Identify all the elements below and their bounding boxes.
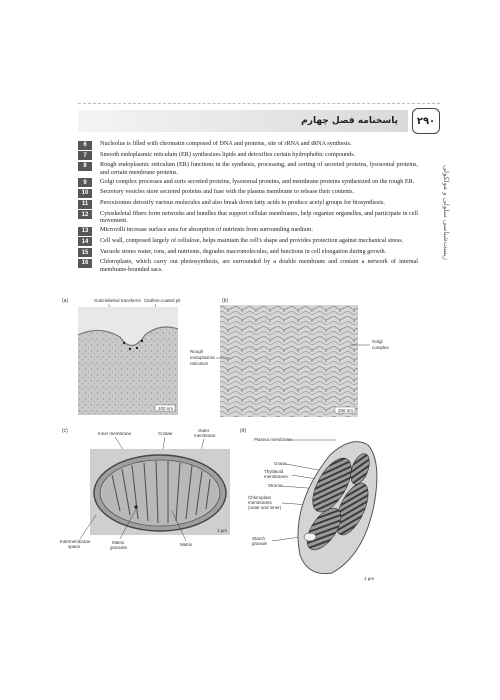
label-transferrin: Gold-labeled transferrin: [94, 298, 142, 303]
label-matrix-granules: Matrix: [112, 540, 125, 545]
header-divider: [78, 103, 440, 104]
list-item: [78, 151, 418, 161]
item-number: 10: [78, 189, 92, 198]
item-text: Chloroplasts, which carry out photosynthesis, are surrounded by a double membrane and contain a network of internal membrane-bounded sacs.: [100, 258, 418, 273]
list-item: [78, 258, 418, 273]
item-number: 9: [78, 178, 92, 187]
figure-a: [60, 295, 185, 420]
label-inner-membrane: Inner membrane: [98, 431, 132, 436]
page-number: ۲۹۰: [412, 108, 440, 134]
chapter-title: پاسخنامه فصل چهارم: [301, 116, 398, 126]
item-number: 13: [78, 227, 92, 236]
label-thylakoid-membranes: Thylakoid: [264, 469, 284, 474]
item-text: Cytoskeletal fibers form networks and bundles that support cellular membranes, help organize organelles, and participate in cell movement.: [100, 209, 418, 225]
label-matrix: Matrix: [180, 542, 193, 547]
label-golgi: Golgi: [372, 339, 383, 344]
item-text: Microvilli increase surface area for absorption of nutrients from surrounding medium.: [100, 226, 313, 234]
label-cristae: Cristae: [158, 431, 173, 436]
item-number: 8: [78, 162, 92, 171]
panel-letter-d: (d): [240, 428, 247, 434]
item-text: Golgi complex processes and sorts secreted proteins, lysosomal proteins, and membrane proteins synthesized on the rough ER.: [100, 177, 415, 185]
label-plasma-membrane: Plasma membrane: [254, 437, 292, 442]
figure-d: [240, 425, 390, 585]
svg-text:space: space: [68, 544, 81, 549]
svg-text:granule: granule: [252, 541, 268, 546]
item-number: 12: [78, 210, 92, 219]
svg-text:reticulum: reticulum: [190, 361, 209, 366]
label-rough-er: Rough: [190, 349, 204, 354]
list-item: [78, 237, 418, 247]
list-item: [78, 188, 418, 198]
item-number: 16: [78, 259, 92, 268]
svg-text:membranes: membranes: [264, 474, 288, 479]
svg-text:complex: complex: [372, 345, 389, 350]
em-micrograph-b: [220, 305, 358, 417]
item-text: Smooth endoplasmic reticulum (ER) synthesizes lipids and detoxifies certain hydrophobic compounds.: [100, 150, 356, 158]
label-intermembrane-space: Intermembrane: [60, 539, 91, 544]
figure-c: [60, 425, 235, 565]
scale-d: 1 µm: [364, 576, 375, 581]
label-chloroplast-membranes: Chloroplast: [248, 495, 271, 500]
item-number: 14: [78, 237, 92, 246]
figure-b: [190, 295, 405, 420]
panel-letter-c: (c): [62, 428, 68, 434]
scale-a: 100 nm: [158, 406, 174, 411]
item-text: Vacuole stores water, ions, and nutrients, degrades macromolecules, and functions in cell elongation during growth.: [100, 247, 387, 255]
svg-text:membrane: membrane: [194, 433, 216, 438]
label-grana: Grana: [274, 461, 287, 466]
item-number: 11: [78, 200, 92, 209]
list-item: [78, 140, 418, 150]
list-item: [78, 248, 418, 258]
panel-letter-b: (b): [222, 298, 229, 304]
svg-text:(outer and inner): (outer and inner): [248, 505, 282, 510]
label-clathrin-pit: Clathrin-coated pit: [144, 298, 181, 303]
chapter-header: [78, 110, 408, 132]
svg-text:endoplasmic: endoplasmic: [190, 355, 216, 360]
item-text: Peroxisomes detoxify various molecules and also break down fatty acids to produce acetyl groups for biosynthesis.: [100, 199, 385, 207]
label-starch-granule: Starch: [252, 536, 266, 541]
panel-letter-a: (a): [62, 298, 69, 304]
item-number: 6: [78, 141, 92, 150]
list-item: [78, 199, 418, 209]
list-item: [78, 161, 418, 176]
item-number: 7: [78, 151, 92, 160]
item-number: 15: [78, 248, 92, 257]
list-item: [78, 226, 418, 236]
scale-b: 200 nm: [338, 408, 354, 413]
list-item: [78, 178, 418, 188]
list-item: [78, 210, 418, 225]
item-text: Cell wall, composed largely of cellulose, helps maintain the cell's shape and provides protection against mechanical stress.: [100, 236, 404, 244]
item-text: Nucleolus is filled with chromatin composed of DNA and proteins, site of rRNA and tRNA synthesis.: [100, 140, 352, 147]
side-book-title: زیست‌شناسی سلولی و مولکولی: [442, 164, 450, 260]
item-text: Secretory vesicles store secreted proteins and fuse with the plasma membrane to release their contents.: [100, 188, 355, 196]
svg-text:granules: granules: [110, 545, 128, 550]
answer-list: [78, 140, 418, 275]
svg-text:membranes: membranes: [248, 500, 272, 505]
label-outer-membrane: Outer: [198, 428, 210, 433]
item-text: Rough endoplasmic reticulum (ER) functions in the synthesis, processing, and sorting of secreted proteins, lysosomal proteins, and certain membrane proteins.: [100, 161, 418, 176]
label-stroma: Stroma: [268, 483, 283, 488]
scale-c: 1 µm: [217, 528, 228, 533]
